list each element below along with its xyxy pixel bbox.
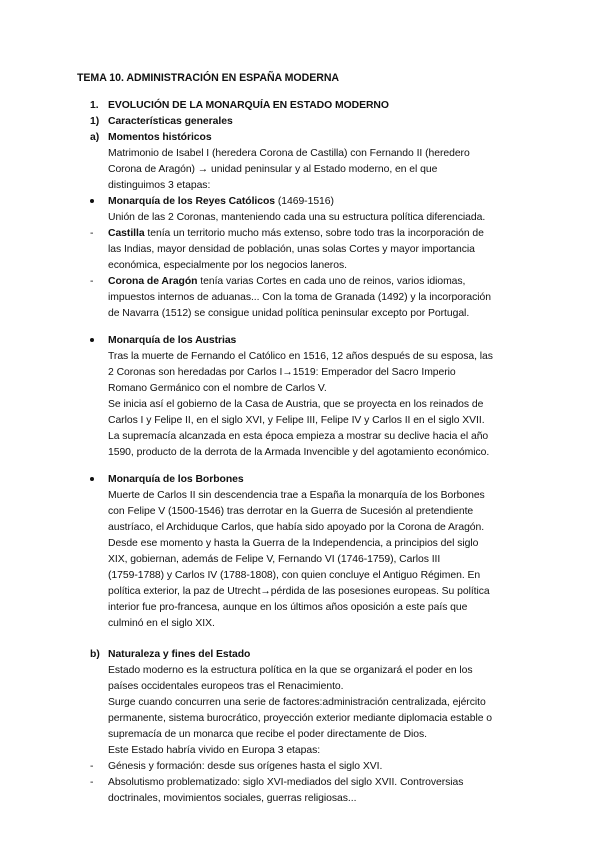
paragraph-line: Desde ese momento y hasta la Guerra de la Independencia, a principios del siglo <box>108 538 479 549</box>
paragraph-line: impuestos internos de aduanas... Con la toma de Granada (1492) y la incorporación <box>108 292 491 303</box>
austrias-heading: Monarquía de los Austrias <box>108 335 237 346</box>
paragraph-line: La supremacía alcanzada en esta época empieza a mostrar su declive hacia el año <box>108 431 489 442</box>
reyes-heading-dates: (1469-1516) <box>275 196 334 207</box>
etapa-line: Absolutismo problematizado: siglo XVI-mediados del siglo XVII. Controversias <box>108 777 464 788</box>
paragraph-line: Romano Germánico con el nombre de Carlos V. <box>108 383 327 394</box>
etapa-line: doctrinales, movimientos sociales, guerras religiosas... <box>108 793 357 804</box>
paragraph-line: distinguimos 3 etapas: <box>108 180 211 191</box>
paragraph-line: XIX, gobiernan, además de Felipe V, Fernando VI (1746-1759), Carlos III <box>108 554 441 565</box>
paragraph-line: con Felipe V (1500-1546) tras derrotar en la Guerra de Sucesión al pretendiente <box>108 506 474 517</box>
reyes-heading <box>108 193 334 210</box>
paragraph-line: culminó en el siglo XIX. <box>108 618 215 629</box>
castilla-line <box>108 225 484 242</box>
dash-marker: - <box>90 276 94 287</box>
subsection-heading: Características generales <box>108 116 233 127</box>
paragraph-line: 2 Coronas son heredadas por Carlos I→1519: Emperador del Sacro Imperio <box>108 367 456 378</box>
paragraph-line: Surge cuando concurren una serie de factores:administración centralizada, ejército <box>108 697 486 708</box>
bullet-icon <box>90 199 94 203</box>
item-b-heading: Naturaleza y fines del Estado <box>108 649 251 660</box>
paragraph-line: Se inicia así el gobierno de la Casa de Austria, que se proyecta en los reinados de <box>108 399 484 410</box>
dash-marker: - <box>90 761 94 772</box>
bullet-icon <box>90 477 94 481</box>
castilla-text: tenía un territorio mucho más extenso, sobre todo tras la incorporación de <box>144 228 484 239</box>
dash-marker: - <box>90 777 94 788</box>
paragraph-line: las Indias, mayor densidad de población, unas solas Cortes y mayor importancia <box>108 244 475 255</box>
paragraph-line: Matrimonio de Isabel I (heredera Corona de Castilla) con Fernando II (heredero <box>108 148 470 159</box>
paragraph-line: Estado moderno es la estructura política en la que se organizará el poder en los <box>108 665 473 676</box>
paragraph-line: 1590, producto de la derrota de la Armada Invencible y del agotamiento económico. <box>108 447 490 458</box>
paragraph-line: política exterior, la paz de Utrecht→pérdida de las posesiones europeas. Su política <box>108 586 490 597</box>
item-a-letter: a) <box>90 132 100 143</box>
borbones-heading: Monarquía de los Borbones <box>108 474 244 485</box>
aragon-bold: Corona de Aragón <box>108 276 198 287</box>
paragraph-line: Este Estado habría vivido en Europa 3 etapas: <box>108 745 321 756</box>
paragraph-line: interior fue pro-francesa, aunque en los últimos años oposición a este país que <box>108 602 468 613</box>
paragraph-line: supremacía de un monarca que recibe el poder directamente de Dios. <box>108 729 427 740</box>
aragon-line <box>108 273 465 290</box>
castilla-bold: Castilla <box>108 228 145 239</box>
paragraph-line: austríaco, el Archiduque Carlos, que había sido apoyado por la Corona de Aragón. <box>108 522 485 533</box>
paragraph-line: Muerte de Carlos II sin descendencia trae a España la monarquía de los Borbones <box>108 490 485 501</box>
subsection-number: 1) <box>90 116 100 127</box>
bullet-icon <box>90 338 94 342</box>
paragraph-line: permanente, sistema burocrático, proyección exterior mediante diplomacia estable o <box>108 713 493 724</box>
reyes-heading-bold: Monarquía de los Reyes Católicos <box>108 196 276 207</box>
paragraph-line: Tras la muerte de Fernando el Católico en 1516, 12 años después de su esposa, las <box>108 351 493 362</box>
item-b-letter: b) <box>90 649 100 660</box>
paragraph-line: países occidentales europeos tras el Renacimiento. <box>108 681 344 692</box>
dash-marker: - <box>90 228 94 239</box>
paragraph-line: Unión de las 2 Coronas, manteniendo cada una su estructura política diferenciada. <box>108 212 486 223</box>
aragon-text: tenía varias Cortes en cada uno de reinos, varios idiomas, <box>197 276 466 287</box>
paragraph-line: (1759-1788) y Carlos IV (1788-1808), con quien concluye el Antiguo Régimen. En <box>108 570 481 581</box>
paragraph-line: económica, especialmente por los negocios laneros. <box>108 260 347 271</box>
page-title: TEMA 10. ADMINISTRACIÓN EN ESPAÑA MODERNA <box>77 72 340 84</box>
item-a-heading: Momentos históricos <box>108 132 212 143</box>
paragraph-line: Carlos I y Felipe II, en el siglo XVI, y Felipe III, Felipe IV y Carlos II en el siglo XVII. <box>108 415 485 426</box>
etapa-line: Génesis y formación: desde sus orígenes hasta el siglo XVI. <box>108 761 383 772</box>
paragraph-line: Corona de Aragón) → unidad peninsular y al Estado moderno, en el que <box>108 164 438 175</box>
section-heading: EVOLUCIÓN DE LA MONARQUÍA EN ESTADO MODERNO <box>108 100 389 111</box>
paragraph-line: de Navarra (1512) se consigue unidad política peninsular excepto por Portugal. <box>108 308 470 319</box>
section-number: 1. <box>90 100 99 111</box>
